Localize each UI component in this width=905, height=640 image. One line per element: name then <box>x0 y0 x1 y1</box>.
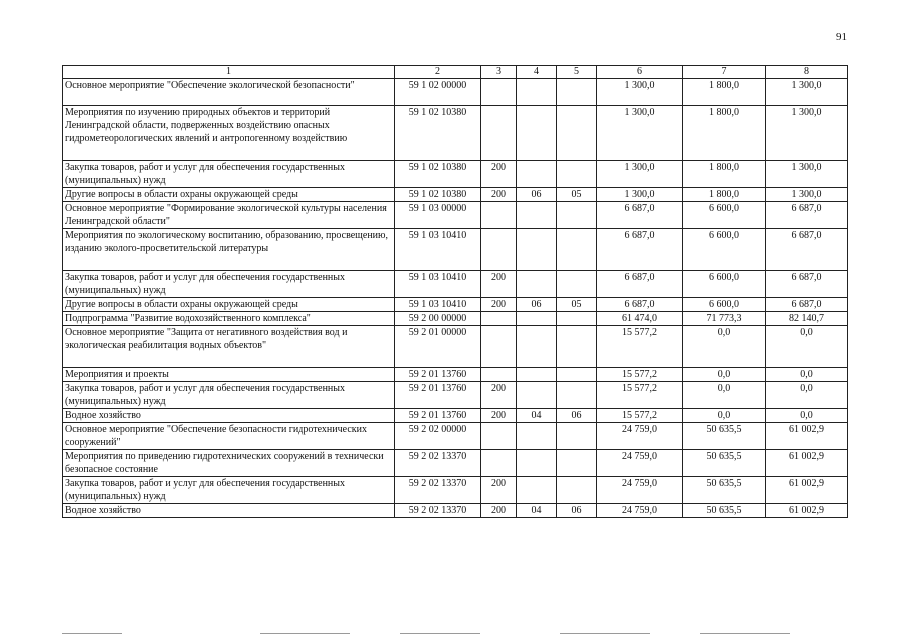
row-section: 04 <box>517 409 557 423</box>
row-subsection <box>557 477 597 504</box>
row-expense-type <box>481 106 517 161</box>
row-value-col8: 61 002,9 <box>766 504 848 518</box>
row-value-col7: 71 773,3 <box>683 312 766 326</box>
row-value-col7: 50 635,5 <box>683 504 766 518</box>
row-code: 59 2 02 13370 <box>395 477 481 504</box>
row-expense-type <box>481 450 517 477</box>
row-subsection <box>557 368 597 382</box>
row-code: 59 2 01 00000 <box>395 326 481 368</box>
table-row <box>63 326 848 368</box>
row-code: 59 1 02 10380 <box>395 161 481 188</box>
row-section <box>517 202 557 229</box>
row-value-col6: 15 577,2 <box>597 409 683 423</box>
row-code: 59 1 02 10380 <box>395 188 481 202</box>
header-col-8: 8 <box>766 66 848 79</box>
row-section <box>517 229 557 271</box>
row-name: Мероприятия по приведению гидротехнических сооружений в технически безопасное состояние <box>63 450 395 477</box>
scan-artifact-line <box>700 633 790 634</box>
table-row <box>63 382 848 409</box>
row-section <box>517 477 557 504</box>
row-expense-type <box>481 326 517 368</box>
row-section <box>517 382 557 409</box>
header-col-3: 3 <box>481 66 517 79</box>
row-section <box>517 312 557 326</box>
table-row <box>63 450 848 477</box>
row-section <box>517 106 557 161</box>
row-value-col7: 6 600,0 <box>683 229 766 271</box>
row-value-col6: 1 300,0 <box>597 79 683 106</box>
row-expense-type: 200 <box>481 477 517 504</box>
row-value-col6: 24 759,0 <box>597 423 683 450</box>
row-name: Основное мероприятие "Обеспечение экологической безопасности" <box>63 79 395 106</box>
row-subsection: 05 <box>557 298 597 312</box>
table-row <box>63 409 848 423</box>
row-expense-type: 200 <box>481 504 517 518</box>
scan-artifact-line <box>260 633 350 634</box>
row-subsection <box>557 312 597 326</box>
row-value-col7: 1 800,0 <box>683 188 766 202</box>
row-expense-type <box>481 202 517 229</box>
row-subsection: 05 <box>557 188 597 202</box>
row-value-col7: 1 800,0 <box>683 79 766 106</box>
row-name: Мероприятия по изучению природных объектов и территорий Ленинградской области, подверженных воздействию опасных гидрометеорологических явлений и антропогенному воздействию <box>63 106 395 161</box>
row-code: 59 2 01 13760 <box>395 368 481 382</box>
row-name: Основное мероприятие "Защита от негативного воздействия вод и экологическая реабилитация водных объектов" <box>63 326 395 368</box>
row-subsection <box>557 229 597 271</box>
row-value-col6: 24 759,0 <box>597 477 683 504</box>
row-value-col7: 0,0 <box>683 368 766 382</box>
row-section <box>517 79 557 106</box>
row-value-col8: 0,0 <box>766 368 848 382</box>
row-value-col8: 6 687,0 <box>766 202 848 229</box>
row-value-col7: 50 635,5 <box>683 450 766 477</box>
row-value-col8: 61 002,9 <box>766 423 848 450</box>
table-row <box>63 477 848 504</box>
header-row <box>63 66 848 79</box>
row-expense-type: 200 <box>481 188 517 202</box>
header-col-5: 5 <box>557 66 597 79</box>
row-subsection <box>557 326 597 368</box>
row-section <box>517 423 557 450</box>
row-value-col8: 0,0 <box>766 382 848 409</box>
row-subsection <box>557 106 597 161</box>
row-section <box>517 450 557 477</box>
row-value-col6: 24 759,0 <box>597 450 683 477</box>
row-subsection: 06 <box>557 504 597 518</box>
scan-artifact-line <box>560 633 650 634</box>
row-value-col7: 50 635,5 <box>683 477 766 504</box>
row-section: 04 <box>517 504 557 518</box>
row-value-col8: 82 140,7 <box>766 312 848 326</box>
row-code: 59 1 03 10410 <box>395 271 481 298</box>
header-col-7: 7 <box>683 66 766 79</box>
row-expense-type: 200 <box>481 161 517 188</box>
row-subsection <box>557 202 597 229</box>
row-expense-type: 200 <box>481 382 517 409</box>
row-name: Закупка товаров, работ и услуг для обеспечения государственных (муниципальных) нужд <box>63 271 395 298</box>
row-section: 06 <box>517 298 557 312</box>
row-value-col7: 50 635,5 <box>683 423 766 450</box>
row-value-col6: 1 300,0 <box>597 106 683 161</box>
row-value-col8: 1 300,0 <box>766 106 848 161</box>
row-section <box>517 368 557 382</box>
row-value-col7: 6 600,0 <box>683 271 766 298</box>
row-expense-type: 200 <box>481 271 517 298</box>
row-section <box>517 271 557 298</box>
row-code: 59 1 03 10410 <box>395 229 481 271</box>
row-value-col7: 1 800,0 <box>683 161 766 188</box>
row-code: 59 1 03 00000 <box>395 202 481 229</box>
table-row <box>63 423 848 450</box>
row-code: 59 2 01 13760 <box>395 409 481 423</box>
table-row <box>63 229 848 271</box>
table-row <box>63 298 848 312</box>
row-value-col7: 6 600,0 <box>683 202 766 229</box>
row-name: Закупка товаров, работ и услуг для обеспечения государственных (муниципальных) нужд <box>63 161 395 188</box>
header-col-1: 1 <box>63 66 395 79</box>
row-name: Основное мероприятие "Формирование экологической культуры населения Ленинградской области" <box>63 202 395 229</box>
table-row <box>63 271 848 298</box>
table-row <box>63 188 848 202</box>
table-row <box>63 368 848 382</box>
row-section <box>517 326 557 368</box>
row-value-col7: 1 800,0 <box>683 106 766 161</box>
row-value-col6: 1 300,0 <box>597 188 683 202</box>
header-col-6: 6 <box>597 66 683 79</box>
row-value-col8: 0,0 <box>766 409 848 423</box>
table-row <box>63 106 848 161</box>
row-subsection <box>557 450 597 477</box>
row-section <box>517 161 557 188</box>
table-row <box>63 504 848 518</box>
row-value-col6: 6 687,0 <box>597 298 683 312</box>
row-code: 59 2 02 13370 <box>395 450 481 477</box>
header-col-4: 4 <box>517 66 557 79</box>
row-code: 59 1 02 10380 <box>395 106 481 161</box>
row-subsection <box>557 382 597 409</box>
row-value-col6: 6 687,0 <box>597 229 683 271</box>
row-name: Подпрограмма "Развитие водохозяйственного комплекса" <box>63 312 395 326</box>
row-value-col6: 24 759,0 <box>597 504 683 518</box>
row-code: 59 2 00 00000 <box>395 312 481 326</box>
row-value-col6: 61 474,0 <box>597 312 683 326</box>
row-value-col8: 61 002,9 <box>766 450 848 477</box>
row-name: Закупка товаров, работ и услуг для обеспечения государственных (муниципальных) нужд <box>63 477 395 504</box>
row-expense-type <box>481 229 517 271</box>
table-row <box>63 312 848 326</box>
row-name: Другие вопросы в области охраны окружающей среды <box>63 298 395 312</box>
row-code: 59 1 02 00000 <box>395 79 481 106</box>
row-code: 59 2 01 13760 <box>395 382 481 409</box>
row-expense-type <box>481 79 517 106</box>
row-subsection: 06 <box>557 409 597 423</box>
row-code: 59 2 02 13370 <box>395 504 481 518</box>
row-value-col6: 6 687,0 <box>597 202 683 229</box>
row-expense-type <box>481 368 517 382</box>
row-name: Другие вопросы в области охраны окружающей среды <box>63 188 395 202</box>
row-value-col8: 6 687,0 <box>766 298 848 312</box>
row-value-col8: 1 300,0 <box>766 188 848 202</box>
row-value-col8: 1 300,0 <box>766 161 848 188</box>
row-value-col8: 61 002,9 <box>766 477 848 504</box>
row-expense-type: 200 <box>481 409 517 423</box>
row-code: 59 2 02 00000 <box>395 423 481 450</box>
row-subsection <box>557 271 597 298</box>
row-value-col6: 15 577,2 <box>597 368 683 382</box>
row-value-col7: 0,0 <box>683 326 766 368</box>
budget-table <box>62 65 848 518</box>
row-value-col6: 1 300,0 <box>597 161 683 188</box>
row-subsection <box>557 79 597 106</box>
row-name: Водное хозяйство <box>63 409 395 423</box>
row-value-col6: 15 577,2 <box>597 382 683 409</box>
row-value-col8: 1 300,0 <box>766 79 848 106</box>
row-name: Основное мероприятие "Обеспечение безопасности гидротехнических сооружений" <box>63 423 395 450</box>
row-value-col8: 0,0 <box>766 326 848 368</box>
row-code: 59 1 03 10410 <box>395 298 481 312</box>
row-name: Закупка товаров, работ и услуг для обеспечения государственных (муниципальных) нужд <box>63 382 395 409</box>
table-row <box>63 79 848 106</box>
header-col-2: 2 <box>395 66 481 79</box>
row-subsection <box>557 161 597 188</box>
row-subsection <box>557 423 597 450</box>
row-expense-type <box>481 312 517 326</box>
row-name: Мероприятия и проекты <box>63 368 395 382</box>
row-value-col7: 6 600,0 <box>683 298 766 312</box>
table-row <box>63 202 848 229</box>
scan-artifact-line <box>400 633 480 634</box>
page-number: 91 <box>836 31 847 43</box>
row-expense-type <box>481 423 517 450</box>
table-row <box>63 161 848 188</box>
row-value-col7: 0,0 <box>683 382 766 409</box>
row-value-col7: 0,0 <box>683 409 766 423</box>
row-name: Водное хозяйство <box>63 504 395 518</box>
row-section: 06 <box>517 188 557 202</box>
scan-artifact-line <box>62 633 122 634</box>
row-value-col6: 6 687,0 <box>597 271 683 298</box>
row-value-col6: 15 577,2 <box>597 326 683 368</box>
row-value-col8: 6 687,0 <box>766 229 848 271</box>
row-name: Мероприятия по экологическому воспитанию, образованию, просвещению, изданию эколого-просветительской литературы <box>63 229 395 271</box>
row-value-col8: 6 687,0 <box>766 271 848 298</box>
row-expense-type: 200 <box>481 298 517 312</box>
